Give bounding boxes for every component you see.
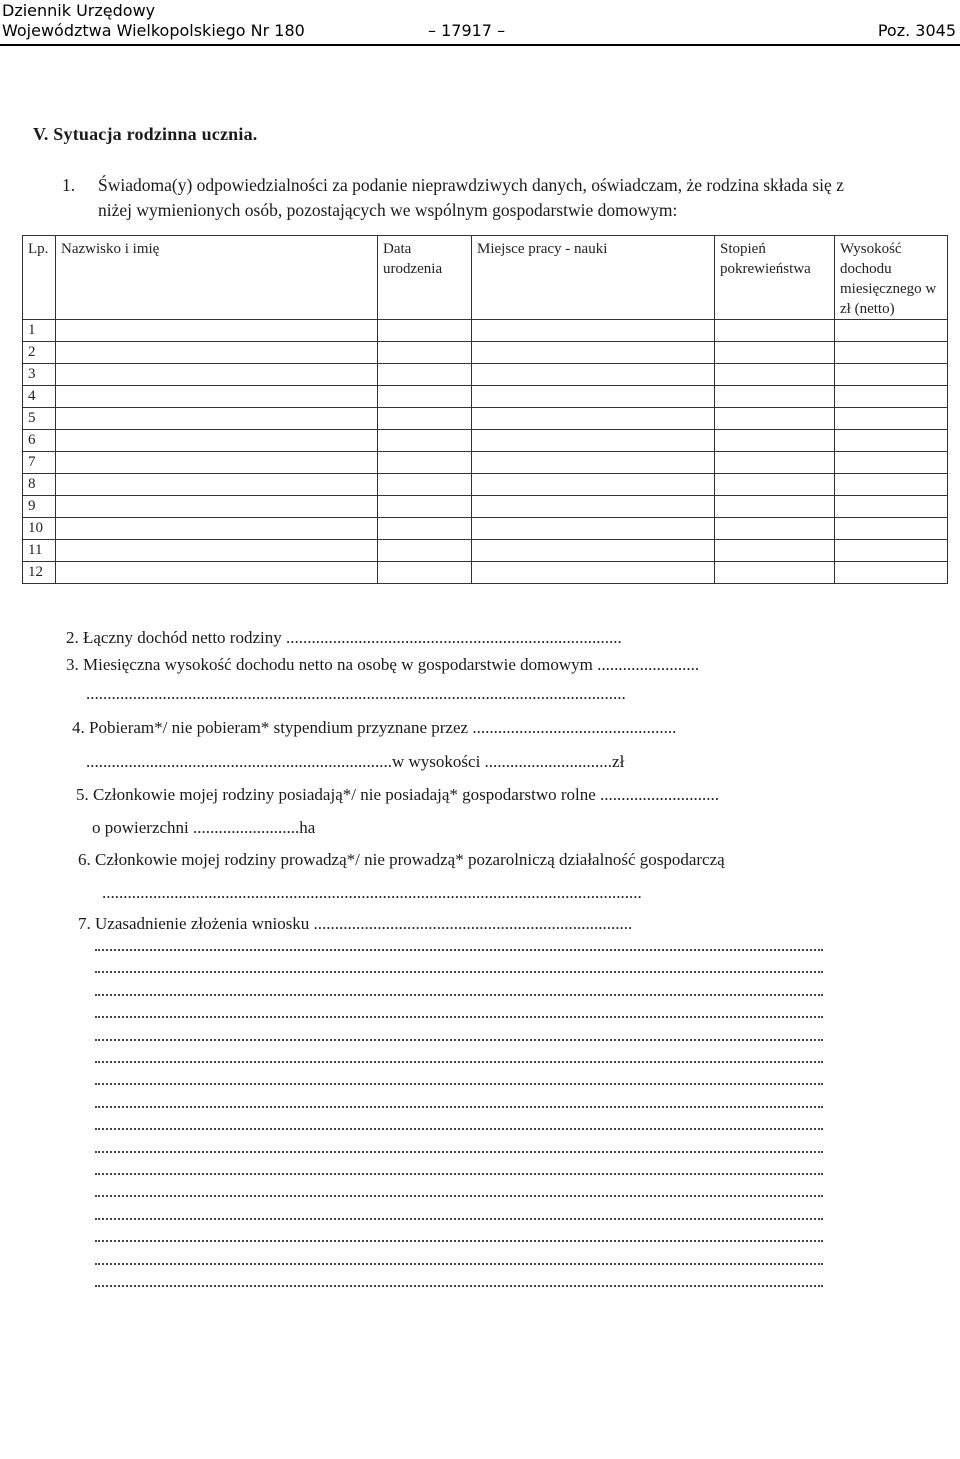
table-cell[interactable] [472, 540, 715, 562]
table-cell[interactable] [378, 474, 472, 496]
table-cell[interactable] [835, 408, 948, 430]
item-farm-area[interactable]: o powierzchni .........................ha [92, 818, 316, 837]
table-row [23, 408, 948, 430]
table-cell[interactable] [56, 364, 378, 386]
justification-line[interactable] [95, 971, 823, 973]
justification-line[interactable] [95, 1061, 823, 1063]
row-number: 11 [23, 540, 56, 562]
col-name: Nazwisko i imię [56, 236, 378, 320]
table-cell[interactable] [378, 430, 472, 452]
col-relation: Stopień pokrewieństwa [715, 236, 835, 320]
row-number: 4 [23, 386, 56, 408]
statement-line-1: Świadoma(y) odpowiedzialności za podanie nieprawdziwych danych, oświadczam, że rodzina składa się z [98, 175, 844, 195]
justification-line[interactable] [95, 1195, 823, 1197]
table-cell[interactable] [835, 430, 948, 452]
item-total-income[interactable]: 2. Łączny dochód netto rodziny ............................................................................... [66, 628, 622, 647]
row-number: 2 [23, 342, 56, 364]
table-cell[interactable] [378, 540, 472, 562]
table-cell[interactable] [472, 386, 715, 408]
table-cell[interactable] [835, 452, 948, 474]
table-cell[interactable] [715, 562, 835, 584]
item-business-cont[interactable]: ............................................................................................................................... [102, 883, 642, 902]
justification-line[interactable] [95, 1263, 823, 1265]
row-number: 10 [23, 518, 56, 540]
table-cell[interactable] [56, 408, 378, 430]
table-cell[interactable] [56, 452, 378, 474]
item-scholarship[interactable]: 4. Pobieram*/ nie pobieram* stypendium przyznane przez ................................................ [72, 718, 677, 737]
table-cell[interactable] [715, 386, 835, 408]
row-number: 6 [23, 430, 56, 452]
table-cell[interactable] [472, 496, 715, 518]
table-cell[interactable] [378, 452, 472, 474]
table-cell[interactable] [715, 474, 835, 496]
section-title: V. Sytuacja rodzinna ucznia. [33, 124, 258, 144]
journal-subtitle: Województwa Wielkopolskiego Nr 180 [2, 21, 305, 40]
table-cell[interactable] [835, 540, 948, 562]
row-number: 7 [23, 452, 56, 474]
table-cell[interactable] [56, 496, 378, 518]
page-number: – 17917 – [428, 21, 506, 40]
row-number: 3 [23, 364, 56, 386]
table-cell[interactable] [835, 496, 948, 518]
table-row [23, 364, 948, 386]
table-cell[interactable] [56, 430, 378, 452]
table-row [23, 430, 948, 452]
table-cell[interactable] [378, 386, 472, 408]
justification-line[interactable] [95, 1240, 823, 1242]
justification-line[interactable] [95, 1173, 823, 1175]
table-cell[interactable] [472, 320, 715, 342]
page-header [0, 0, 960, 46]
table-cell[interactable] [56, 474, 378, 496]
table-cell[interactable] [835, 474, 948, 496]
table-row [23, 386, 948, 408]
table-cell[interactable] [378, 342, 472, 364]
table-cell[interactable] [472, 562, 715, 584]
row-number: 8 [23, 474, 56, 496]
table-row [23, 540, 948, 562]
table-cell[interactable] [715, 364, 835, 386]
table-cell[interactable] [715, 496, 835, 518]
table-cell[interactable] [472, 408, 715, 430]
table-cell[interactable] [378, 562, 472, 584]
table-cell[interactable] [472, 452, 715, 474]
statement-number: 1. [62, 175, 76, 195]
table-cell[interactable] [835, 386, 948, 408]
table-cell[interactable] [715, 342, 835, 364]
table-cell[interactable] [715, 518, 835, 540]
table-row [23, 452, 948, 474]
col-workplace: Miejsce pracy - nauki [472, 236, 715, 320]
row-number: 9 [23, 496, 56, 518]
table-cell[interactable] [715, 452, 835, 474]
item-income-per-person-cont[interactable]: ............................................................................................................................... [86, 684, 626, 703]
table-cell[interactable] [715, 540, 835, 562]
justification-line[interactable] [95, 1016, 823, 1018]
col-birthdate: Data urodzenia [378, 236, 472, 320]
justification-line[interactable] [95, 994, 823, 996]
table-cell[interactable] [715, 408, 835, 430]
table-cell[interactable] [378, 518, 472, 540]
table-cell[interactable] [378, 320, 472, 342]
position-number: Poz. 3045 [877, 21, 956, 40]
table-cell[interactable] [56, 562, 378, 584]
table-cell[interactable] [378, 496, 472, 518]
justification-line[interactable] [95, 1039, 823, 1041]
col-lp: Lp. [23, 236, 56, 320]
table-cell[interactable] [378, 364, 472, 386]
item-justification[interactable]: 7. Uzasadnienie złożenia wniosku ........................................................................... [78, 914, 633, 933]
table-cell[interactable] [472, 342, 715, 364]
header-rule [0, 44, 960, 46]
table-cell[interactable] [835, 364, 948, 386]
table-cell[interactable] [715, 320, 835, 342]
table-row [23, 518, 948, 540]
item-business[interactable]: 6. Członkowie mojej rodziny prowadzą*/ nie prowadzą* pozarolniczą działalność gospodarczą [78, 850, 725, 869]
justification-line[interactable] [95, 1151, 823, 1153]
table-cell[interactable] [835, 562, 948, 584]
table-row [23, 342, 948, 364]
table-cell[interactable] [835, 518, 948, 540]
table-cell[interactable] [56, 342, 378, 364]
row-number: 12 [23, 562, 56, 584]
table-cell[interactable] [56, 386, 378, 408]
journal-title: Dziennik Urzędowy [2, 1, 156, 20]
table-cell[interactable] [56, 320, 378, 342]
table-cell[interactable] [472, 430, 715, 452]
table-cell[interactable] [56, 540, 378, 562]
item-income-per-person[interactable]: 3. Miesięczna wysokość dochodu netto na osobę w gospodarstwie domowym ........................ [66, 655, 700, 674]
justification-line[interactable] [95, 949, 823, 951]
item-farm[interactable]: 5. Członkowie mojej rodziny posiadają*/ nie posiadają* gospodarstwo rolne ............................ [76, 785, 720, 804]
table-row [23, 562, 948, 584]
justification-line[interactable] [95, 1128, 823, 1130]
justification-line[interactable] [95, 1106, 823, 1108]
table-cell[interactable] [835, 320, 948, 342]
justification-line[interactable] [95, 1218, 823, 1220]
table-cell[interactable] [472, 364, 715, 386]
table-row [23, 320, 948, 342]
table-row [23, 496, 948, 518]
table-cell[interactable] [835, 342, 948, 364]
item-scholarship-amount[interactable]: ........................................................................w wysokości ..............................zł [86, 752, 625, 771]
statement-line-2: niżej wymienionych osób, pozostających we wspólnym gospodarstwie domowym: [98, 200, 678, 220]
justification-line[interactable] [95, 1285, 823, 1287]
table-cell[interactable] [56, 518, 378, 540]
col-income: Wysokość dochodu miesięcznego w zł (netto) [835, 236, 948, 320]
statement-paragraph [62, 173, 922, 223]
justification-line[interactable] [95, 1083, 823, 1085]
table-cell[interactable] [472, 474, 715, 496]
family-members-table [22, 235, 948, 584]
table-cell[interactable] [715, 430, 835, 452]
table-row [23, 474, 948, 496]
row-number: 5 [23, 408, 56, 430]
table-cell[interactable] [472, 518, 715, 540]
table-cell[interactable] [378, 408, 472, 430]
row-number: 1 [23, 320, 56, 342]
